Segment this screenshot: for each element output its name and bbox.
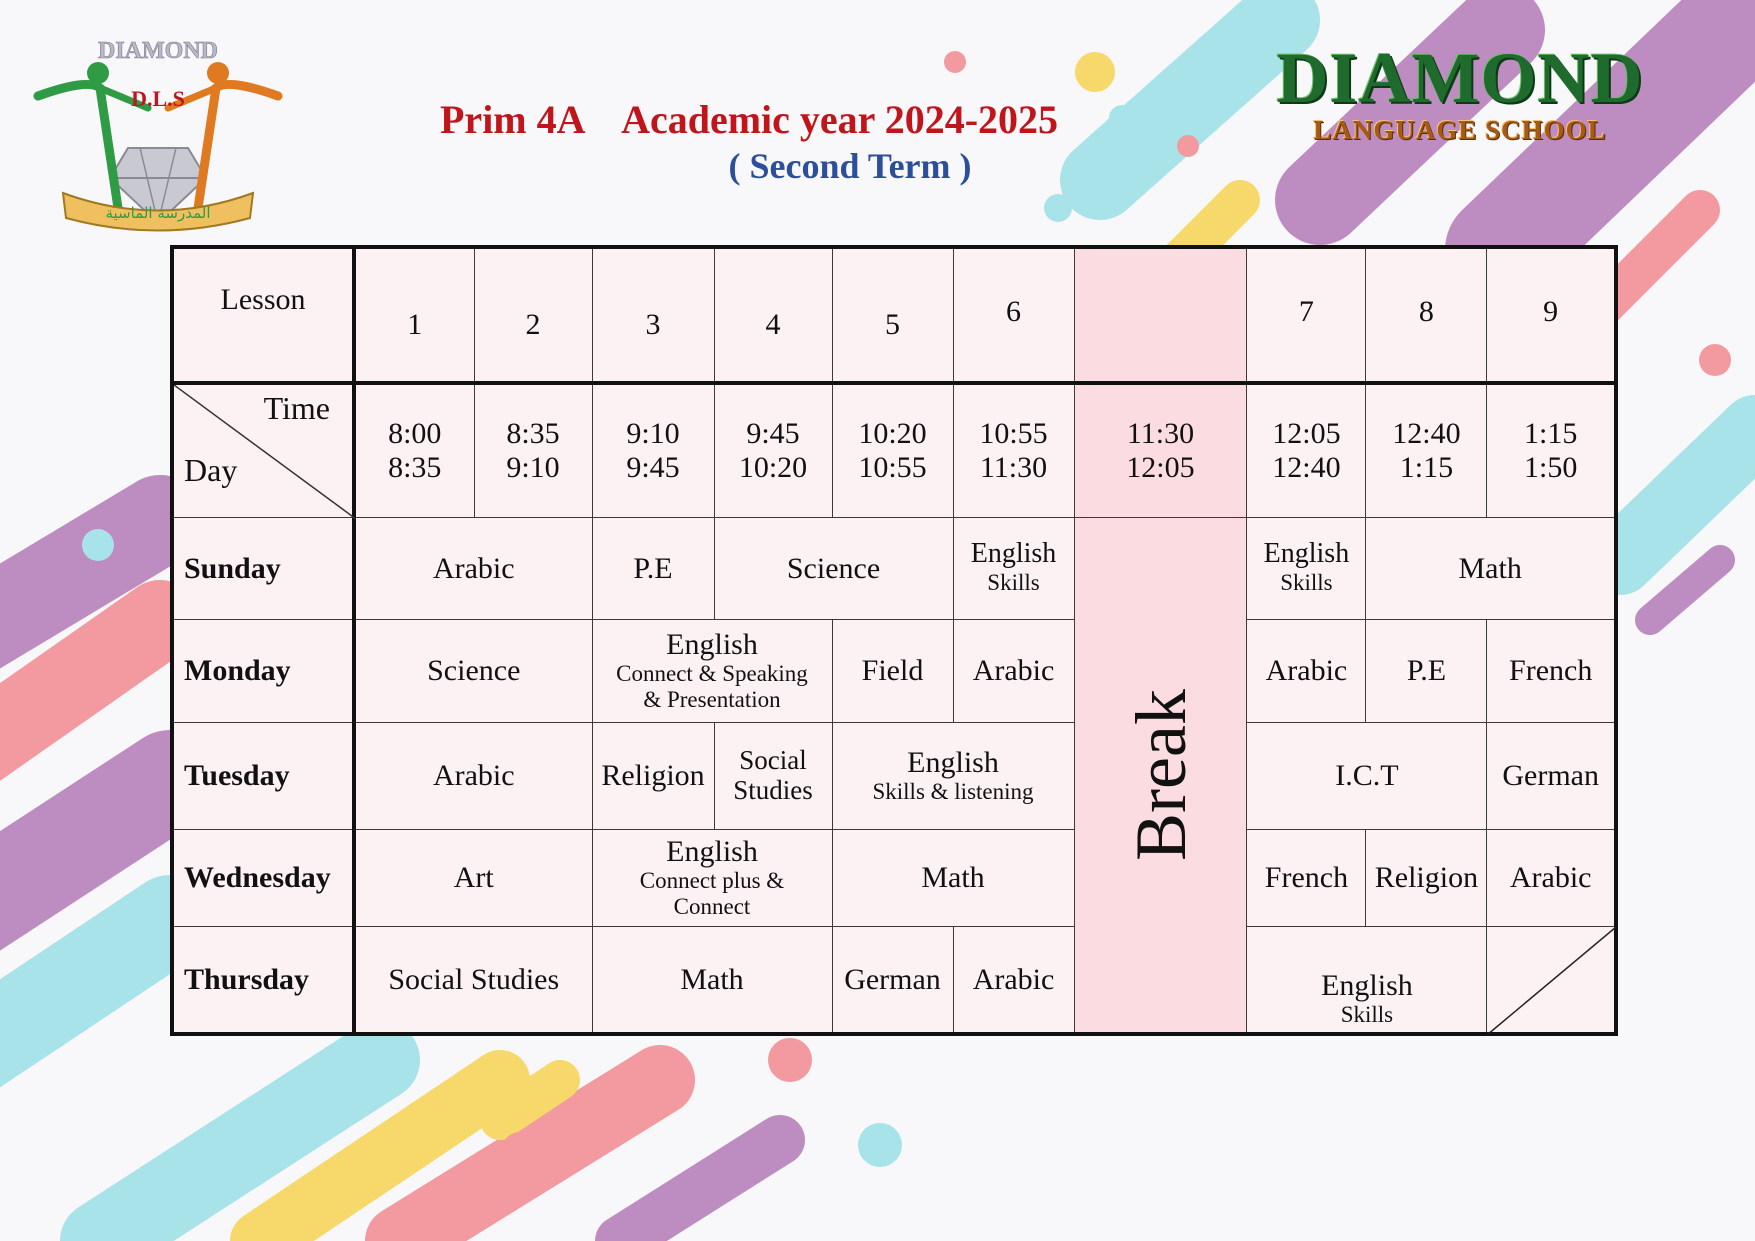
- lesson-number: 4: [714, 247, 832, 383]
- lesson-number: 8: [1366, 247, 1487, 383]
- subject-cell: Science: [714, 517, 953, 619]
- subject-cell: English Connect plus & Connect: [592, 829, 832, 926]
- subject-cell: Religion: [592, 722, 714, 829]
- brand-wordmark: [1240, 40, 1680, 160]
- subject-cell: Arabic: [1487, 829, 1616, 926]
- day-name: Sunday: [172, 517, 354, 619]
- lesson-number: 1: [354, 247, 474, 383]
- break-time-slot: 11:30 12:05: [1074, 383, 1247, 517]
- lesson-number: 7: [1247, 247, 1366, 383]
- day-name: Monday: [172, 619, 354, 722]
- empty-slot-diagonal: [1487, 927, 1616, 1035]
- subject-cell: Arabic: [953, 619, 1074, 722]
- logo-ribbon-text: المدرسة الماسية: [105, 204, 211, 222]
- brand-subtitle: LANGUAGE SCHOOL: [1313, 115, 1607, 145]
- page-title: Prim 4A Academic year 2024-2025: [440, 97, 1059, 142]
- subject-cell: Arabic: [354, 722, 592, 829]
- time-slot: 10:55 11:30: [953, 383, 1074, 517]
- subject-cell: German: [832, 926, 953, 1034]
- time-row: [172, 383, 1616, 517]
- day-name: Tuesday: [172, 722, 354, 829]
- subject-cell: Arabic: [354, 517, 592, 619]
- day-name: Thursday: [172, 926, 354, 1034]
- break-column: [1074, 517, 1247, 1034]
- subject-cell: English Connect & Speaking & Presentation: [592, 619, 832, 722]
- subject-cell: Math: [592, 926, 832, 1034]
- time-slot: 8:00 8:35: [354, 383, 474, 517]
- lesson-number: 3: [592, 247, 714, 383]
- subject-cell: Arabic: [953, 926, 1074, 1034]
- time-slot: 8:35 9:10: [474, 383, 592, 517]
- subject-cell: Social Studies: [354, 926, 592, 1034]
- day-row-wednesday: [172, 829, 1616, 926]
- subject-cell: Religion: [1366, 829, 1487, 926]
- day-row-tuesday: [172, 722, 1616, 829]
- subject-cell: Science: [354, 619, 592, 722]
- subject-cell: English Skills: [1247, 517, 1366, 619]
- lesson-header: Lesson: [172, 247, 354, 383]
- subject-cell: Art: [354, 829, 592, 926]
- day-row-thursday: [172, 926, 1616, 1034]
- logo-arc-text: DIAMOND: [98, 38, 218, 64]
- subject-cell: I.C.T: [1247, 722, 1487, 829]
- time-slot: 10:20 10:55: [832, 383, 953, 517]
- day-row-sunday: [172, 517, 1616, 619]
- time-slot: 12:05 12:40: [1247, 383, 1366, 517]
- lesson-row: [172, 247, 1616, 383]
- break-label: Break: [1120, 688, 1201, 861]
- time-label: Time: [263, 390, 330, 426]
- time-day-header: [172, 383, 354, 517]
- subject-cell: English Skills & listening: [832, 722, 1074, 829]
- time-slot: 9:10 9:45: [592, 383, 714, 517]
- lesson-number: 9: [1487, 247, 1616, 383]
- time-slot: 1:15 1:50: [1487, 383, 1616, 517]
- day-label: Day: [184, 452, 238, 489]
- lesson-number: 6: [953, 247, 1074, 383]
- break-header-cell: [1074, 247, 1247, 383]
- day-name: Wednesday: [172, 829, 354, 926]
- lesson-number: 2: [474, 247, 592, 383]
- term-subtitle: ( Second Term ): [728, 146, 972, 186]
- subject-cell: Field: [832, 619, 953, 722]
- subject-cell: P.E: [1366, 619, 1487, 722]
- time-slot: 9:45 10:20: [714, 383, 832, 517]
- brand-name: DIAMOND: [1276, 38, 1644, 118]
- subject-cell: English Skills: [953, 517, 1074, 619]
- subject-cell: Arabic: [1247, 619, 1366, 722]
- empty-slot: [1487, 926, 1616, 1034]
- logo-initials: D.L.S: [131, 86, 185, 111]
- subject-cell: P.E: [592, 517, 714, 619]
- day-row-monday: [172, 619, 1616, 722]
- time-slot: 12:40 1:15: [1366, 383, 1487, 517]
- subject-cell: French: [1487, 619, 1616, 722]
- subject-cell: French: [1247, 829, 1366, 926]
- school-logo: [28, 28, 288, 238]
- lesson-number: 5: [832, 247, 953, 383]
- subject-cell: German: [1487, 722, 1616, 829]
- subject-cell: English Skills: [1247, 926, 1487, 1034]
- subject-cell: Social Studies: [714, 722, 832, 829]
- subject-cell: Math: [832, 829, 1074, 926]
- timetable: [170, 245, 1618, 1036]
- subject-cell: Math: [1366, 517, 1616, 619]
